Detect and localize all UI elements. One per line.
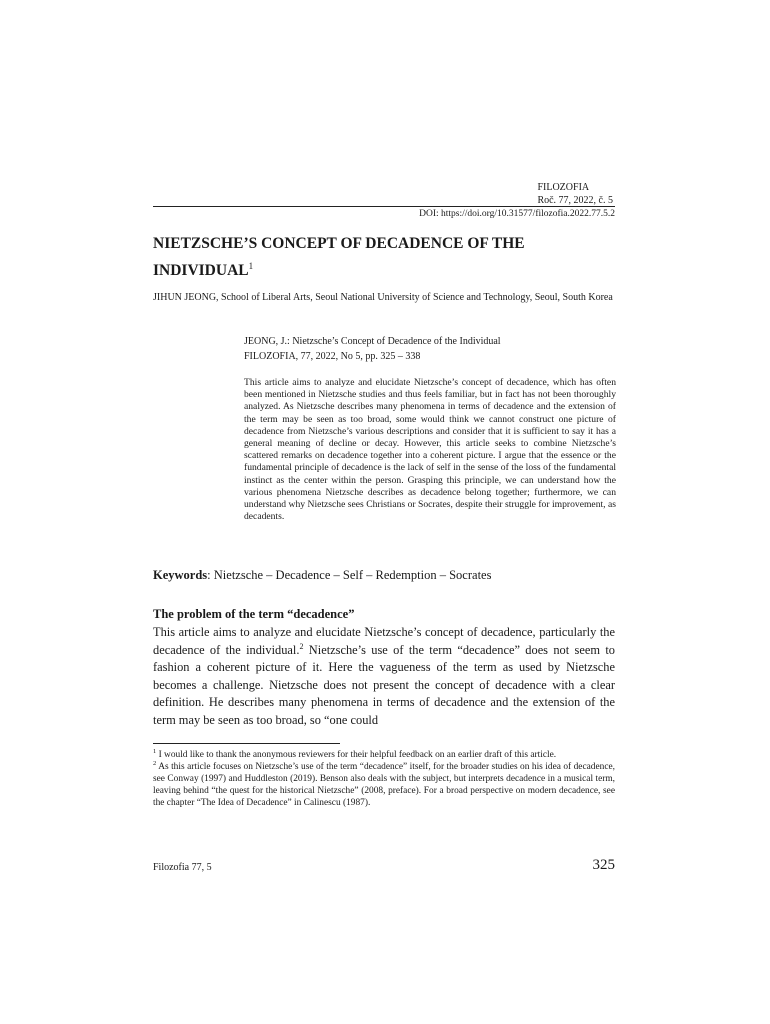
keywords-label: Keywords [153,568,208,582]
abstract: This article aims to analyze and elucidate Nietzsche’s concept of decadence, which has often been mentioned in Nietzsche studies and thus feels familiar, but in fact has not been thoroughly analyzed. As Nietzsche describes many phenomena in terms of decadence and the extension of the term may be seen as too broad, some would think we cannot construct one picture of decadence from Nietzsche’s various descriptions and consider that it is sufficient to say it has a general meaning of decline or decay. However, this article seeks to combine Nietzsche’s scattered remarks on decadence together into a coherent picture. I argue that the essence or the fundamental principle of decadence is the lack of self in the sense of the loss of the fundamental instinct as the center within the person. Grasping this principle, we can understand how the various phenomena Nietzsche describes as decadence belong together; furthermore, we can understand why Nietzsche sees Christians or Socrates, despite their struggle for improvement, as decadents. [244,377,616,523]
footnote-2-text: As this article focuses on Nietzsche’s use of the term “decadence” itself, for the broader studies on his idea of decadence, see Conway (1997) and Huddleston (2019). Benson also deals with the subject, but interprets decadence in a musical term, leaving behind “the quest for the historical Nietzsche” (2008, preface). For a broad perspective on modern decadence, see the chapter “The Idea of Decadence” in Calinescu (1987). [153,761,615,808]
header-rule [153,206,615,207]
section-heading: The problem of the term “decadence” [153,607,355,621]
citation-line-2: FILOZOFIA, 77, 2022, No 5, pp. 325 – 338 [244,351,421,362]
footnotes [153,750,615,810]
page-number: 325 [592,857,615,873]
journal-name: FILOZOFIA [537,182,590,193]
footnote-2-mark: 2 [153,759,157,767]
article-title-text: NIETZSCHE’S CONCEPT OF DECADENCE OF THE INDIVIDUAL [153,235,525,279]
citation-line-1: JEONG, J.: Nietzsche’s Concept of Decadence of the Individual [244,336,501,347]
body-paragraph [153,624,615,729]
title-footnote-mark[interactable]: 1 [248,261,254,271]
body-text-part-1: This article aims to analyze and elucidate Nietzsche’s concept of decadence, particularly the decadence of the individual. [153,625,615,657]
footnote-1-text: I would like to thank the anonymous reviewers for their helpful feedback on an earlier draft of this article. [156,750,557,760]
doi-link[interactable]: DOI: https://doi.org/10.31577/filozofia.2022.77.5.2 [419,209,615,219]
body-footnote-mark[interactable]: 2 [299,641,304,651]
body-text-part-2: Nietzsche’s use of the term “decadence” does not seem to fashion a coherent picture of it. Here the vagueness of the term as used by Nietzsche becomes a challenge. Nietzsche does not present the concept of decadence with a clear definition. He describes many phenomena in terms of decadence and the extension of the term may be seen as too broad, so “one could [153,642,615,727]
keywords [153,568,623,583]
journal-volume: Roč. 77, 2022, č. 5 [537,195,613,206]
journal-header [537,181,613,207]
citation-block [244,334,616,364]
footnote-rule [153,743,340,744]
author-affiliation: JIHUN JEONG, School of Liberal Arts, Seoul National University of Science and Technology, Seoul, South Korea [153,292,613,303]
footnote-1-mark: 1 [153,748,157,755]
footnote-1 [153,750,615,762]
keywords-list: : Nietzsche – Decadence – Self – Redemption – Socrates [207,568,492,582]
footer-journal-issue: Filozofia 77, 5 [153,862,212,873]
article-title [153,233,623,282]
footnote-2 [153,759,615,810]
